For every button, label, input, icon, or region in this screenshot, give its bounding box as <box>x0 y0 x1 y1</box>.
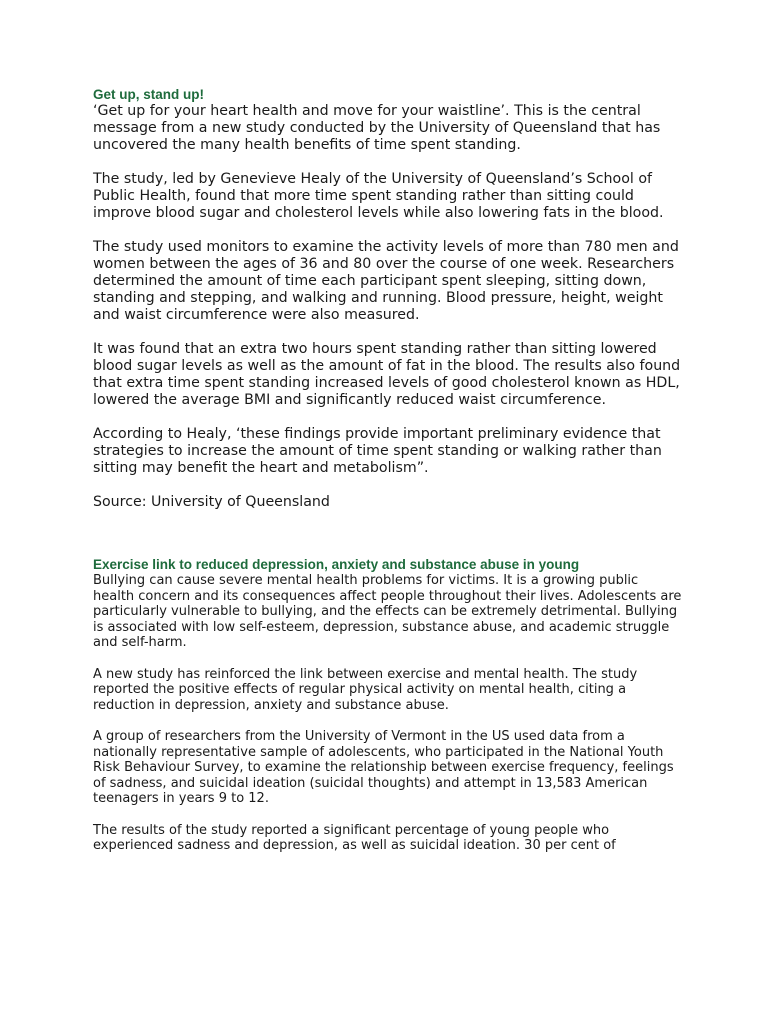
article-paragraph: ‘Get up for your heart health and move for your waistline’. This is the central message from a new study conducted by the University of Queensland that has uncovered the many health benefits of time spent standing. <box>93 103 661 153</box>
article-paragraph: It was found that an extra two hours spent standing rather than sitting lowered blood sugar levels as well as the amount of fat in the blood. The results also found that extra time spent standing increased levels of good cholesterol known as HDL, lowered the average BMI and significantly reduced waist circumference. <box>93 341 681 408</box>
article-paragraph: The study used monitors to examine the activity levels of more than 780 men and women between the ages of 36 and 80 over the course of one week. Researchers determined the amount of time each participant spent sleeping, sitting down, standing and stepping, and walking and running. Blood pressure, height, weight and waist circumference were also measured. <box>93 239 679 323</box>
article-paragraph: A group of researchers from the University of Vermont in the US used data from a nationally representative sample of adolescents, who participated in the National Youth Risk Behaviour Survey, to examine the relationship between exercise frequency, feelings of sadness, and suicidal ideation (suicidal thoughts) and attempt in 13,583 American teenagers in years 9 to 12. <box>93 728 674 807</box>
article-title: Get up, stand up! <box>93 87 204 102</box>
article-paragraph: According to Healy, ‘these findings provide important preliminary evidence that strategies to increase the amount of time spent standing or walking rather than sitting may benefit the heart and metabolism”. <box>93 426 662 476</box>
article-title: Exercise link to reduced depression, anxiety and substance abuse in young <box>93 557 580 572</box>
article-paragraph: The study, led by Genevieve Healy of the University of Queensland’s School of Public Health, found that more time spent standing rather than sitting could improve blood sugar and cholesterol levels while also lowering fats in the blood. <box>93 171 664 221</box>
article-paragraph: A new study has reinforced the link between exercise and mental health. The study reported the positive effects of regular physical activity on mental health, citing a reduction in depression, anxiety and substance abuse. <box>93 666 638 713</box>
document-page <box>93 86 683 869</box>
article-paragraph: The results of the study reported a significant percentage of young people who experienced sadness and depression, as well as suicidal ideation. 30 per cent of <box>93 822 616 854</box>
article-source: Source: University of Queensland <box>93 494 330 510</box>
article-exercise-link <box>93 556 683 854</box>
article-get-up-stand-up <box>93 86 683 511</box>
article-paragraph: Bullying can cause severe mental health problems for victims. It is a growing public health concern and its consequences affect people throughout their lives. Adolescents are particularly vulnerable to bullying, and the effects can be extremely detrimental. Bullying is associated with low self-esteem, depression, substance abuse, and academic struggle and self-harm. <box>93 573 682 651</box>
